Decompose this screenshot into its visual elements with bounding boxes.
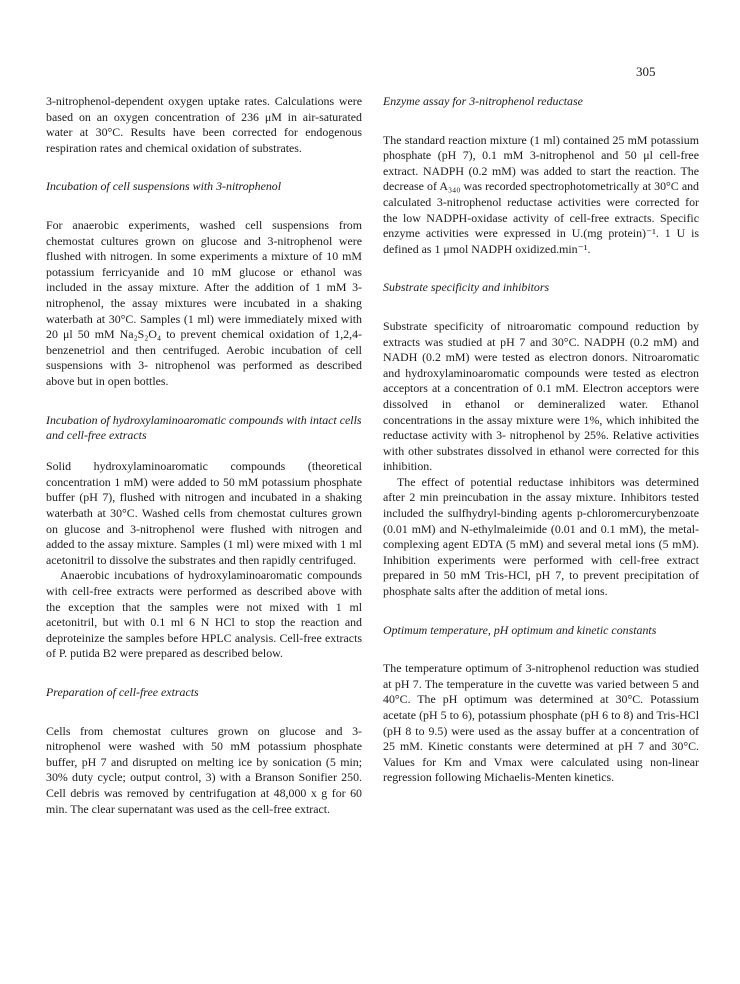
heading-incubation-cell-suspensions: Incubation of cell suspensions with 3-nitrophenol	[46, 179, 282, 194]
paragraph-inhibitors: The effect of potential reductase inhibitors was determined after 2 min preincubation in the assay mixture. Inhibitors tested included the sulfhydryl-binding agents p-chloromercurybenzoate (0.01 mM) and N-ethylmaleimide (0.01 and 0.1 mM), the metal-complexing agent EDTA (5 mM) and several metal ions (5 mM). Inhibition experiments were performed with cell-free extract prepared in 50 mM Tris-HCl, pH 7, to prevent precipitation of phosphate salts after the addition of metal ions.	[383, 474, 699, 599]
heading-substrate-specificity: Substrate specificity and inhibitors	[383, 280, 550, 295]
paragraph-solid-hydroxylamino: Solid hydroxylaminoaromatic compounds (theoretical concentration 1 mM) were added to 50 mM potassium phosphate buffer (pH 7), flushed with nitrogen and incubated in a shaking waterbath at 30°C. Washed cells from chemostat cultures grown on glucose and 3-nitrophenol were flushed with nitrogen and added to the assay mixture. Samples (1 ml) were mixed with 1 ml acetonitril to dissolve the substrates and then rapidly centrifuged.	[46, 459, 362, 567]
paragraph-oxygen-uptake: 3-nitrophenol-dependent oxygen uptake rates. Calculations were based on an oxygen concentration of 236 μM in air-saturated water at 30°C. Results have been corrected for endogenous respiration rates and chemical oxidation of substrates.	[46, 94, 362, 155]
right-column	[383, 94, 699, 786]
paragraph-anaerobic-incubations: Anaerobic incubations of hydroxylaminoaromatic compounds with cell-free extracts were performed as described above with the exception that the samples were not mixed with 1 ml acetonitril, but with 0.1 ml 6 N HCl to stop the reaction and deproteinize the samples before HPLC analysis. Cell-free extracts of P. putida B2 were prepared as described below.	[46, 568, 362, 661]
paragraph-anaerobic-experiments: For anaerobic experiments, washed cell suspensions from chemostat cultures grown on glucose and 3-nitrophenol were flushed with nitrogen. In some experiments a mixture of 10 mM potassium ferricyanide and 10 mM glucose or ethanol was included in the assay mixture. After the addition of 1 mM 3-nitrophenol, the assay mixtures were incubated in a shaking waterbath at 30°C. Samples (1 ml) were immediately mixed with 20 μl 50 mM Na₂S₂O₄ to prevent chemical oxidation of 1,2,4-benzenetriol and then centrifuged. Aerobic incubation of cell suspensions with 3- nitrophenol was performed as described above but in open bottles.	[46, 217, 362, 388]
paragraph-cell-free-preparation: Cells from chemostat cultures grown on glucose and 3-nitrophenol were washed with 50 mM potassium phosphate buffer, pH 7 and disrupted on melting ice by sonication (5 min; 30% duty cycle; output control, 3) with a Branson Sonifier 250. Cell debris was removed by centrifugation at 48,000 x g for 60 min. The clear supernatant was used as the cell-free extract.	[46, 723, 362, 816]
paragraph-reaction-mixture: The standard reaction mixture (1 ml) contained 25 mM potassium phosphate (pH 7), 0.1 mM 3-nitrophenol and 50 μl cell-free extract. NADPH (0.2 mM) was added to start the reaction. The decrease of A₃₄₀ was recorded spectrophotometrically at 30°C and calculated 3-nitrophenol reductase activities were corrected for the low NADPH-oxidase activity of cell-free extracts. Specific enzyme activities were expressed in U.(mg protein)⁻¹. 1 U is defined as 1 μmol NADPH oxidized.min⁻¹.	[383, 132, 699, 256]
heading-incubation-hydroxylamino: Incubation of hydroxylaminoaromatic compounds with intact cells and cell-free extracts	[46, 412, 362, 443]
heading-preparation-cell-free: Preparation of cell-free extracts	[46, 685, 199, 699]
paragraph-temperature-optimum: The temperature optimum of 3-nitrophenol reduction was studied at pH 7. The temperature in the cuvette was varied between 5 and 40°C. The pH optimum was determined at 30°C. Potassium acetate (pH 5 to 6), potassium phosphate (pH 6 to 8) and Tris-HCl (pH 8 to 9.5) were used as the assay buffer at a concentration of 25 mM. Kinetic constants were determined at pH 7 and 30°C. Values for Km and Vmax were calculated using non-linear regression following Michaelis-Menten kinetics.	[383, 661, 699, 785]
left-column	[46, 94, 362, 817]
heading-optimum-temperature: Optimum temperature, pH optimum and kinetic constants	[383, 622, 657, 637]
heading-enzyme-assay: Enzyme assay for 3-nitrophenol reductase	[383, 94, 583, 108]
page-number: 305	[636, 64, 656, 79]
paragraph-substrate-specificity: Substrate specificity of nitroaromatic compound reduction by extracts was studied at pH 7 and 30°C. NADPH (0.2 mM) and NADH (0.2 mM) were tested as electron donors. Nitroaromatic and hydroxylaminoaromatic compounds were tested as electron acceptors at a concentration of 0.1 mM. Electron acceptors were dissolved in ethanol or demineralized water. Ethanol concentrations in the assay mixture were 1%, which inhibited the reductase activity with 3- nitrophenol by 25%. Relative activities with other substrates dissolved in ethanol were corrected for this inhibition.	[383, 318, 699, 474]
